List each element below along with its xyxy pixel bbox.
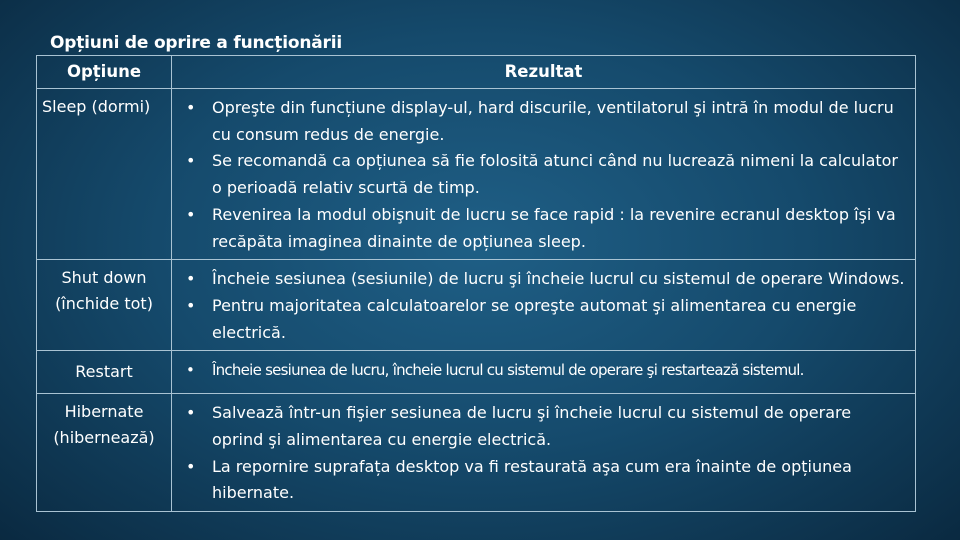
result-cell xyxy=(172,351,916,394)
slide-title: Opțiuni de oprire a funcționării xyxy=(50,33,342,53)
option-label: Hibernate xyxy=(64,402,144,422)
options-table xyxy=(36,55,916,512)
result-list xyxy=(172,260,915,350)
result-bullet: • Salvează într-un fişier sesiunea de lucru şi încheie lucrul cu sistemul de operare oprind şi alimentarea cu energie electrică. xyxy=(186,400,905,453)
result-list xyxy=(172,89,915,259)
header-option: Opțiune xyxy=(37,56,172,89)
option-cell xyxy=(37,260,172,351)
result-list xyxy=(172,394,915,511)
option-cell xyxy=(37,351,172,394)
option-sublabel: (hibernează) xyxy=(53,428,155,448)
header-result: Rezultat xyxy=(172,56,916,89)
result-list xyxy=(172,351,915,388)
table-row-hibernate xyxy=(37,394,916,512)
option-label: Restart xyxy=(75,362,133,382)
result-bullet: • Pentru majoritatea calculatoarelor se opreşte automat şi alimentarea cu energie electrică. xyxy=(186,293,905,346)
table-header-row xyxy=(37,56,916,89)
option-label: Sleep (dormi) xyxy=(42,97,151,116)
option-cell xyxy=(37,394,172,512)
option-cell xyxy=(37,89,172,260)
result-cell xyxy=(172,260,916,351)
result-bullet: • Încheie sesiunea de lucru, încheie lucrul cu sistemul de operare şi restartează sistemul. xyxy=(186,357,905,384)
result-bullet: • Se recomandă ca opțiunea să fie folosită atunci când nu lucrează nimeni la calculator o perioadă relativ scurtă de timp. xyxy=(186,148,905,201)
option-sublabel: (închide tot) xyxy=(55,294,153,314)
result-bullet: • La repornire suprafața desktop va fi restaurată aşa cum era înainte de opțiunea hibernate. xyxy=(186,454,905,507)
result-bullet: • Opreşte din funcțiune display-ul, hard discurile, ventilatorul şi intră în modul de lucru cu consum redus de energie. xyxy=(186,95,905,148)
option-label: Shut down xyxy=(61,268,147,288)
result-bullet: • Încheie sesiunea (sesiunile) de lucru şi încheie lucrul cu sistemul de operare Windows. xyxy=(186,266,905,293)
table-row-shutdown xyxy=(37,260,916,351)
table-row-restart xyxy=(37,351,916,394)
table-row-sleep xyxy=(37,89,916,260)
result-cell xyxy=(172,394,916,512)
result-bullet: • Revenirea la modul obişnuit de lucru se face rapid : la revenire ecranul desktop îşi va recăpăta imaginea dinainte de opțiunea sleep. xyxy=(186,202,905,255)
result-cell xyxy=(172,89,916,260)
